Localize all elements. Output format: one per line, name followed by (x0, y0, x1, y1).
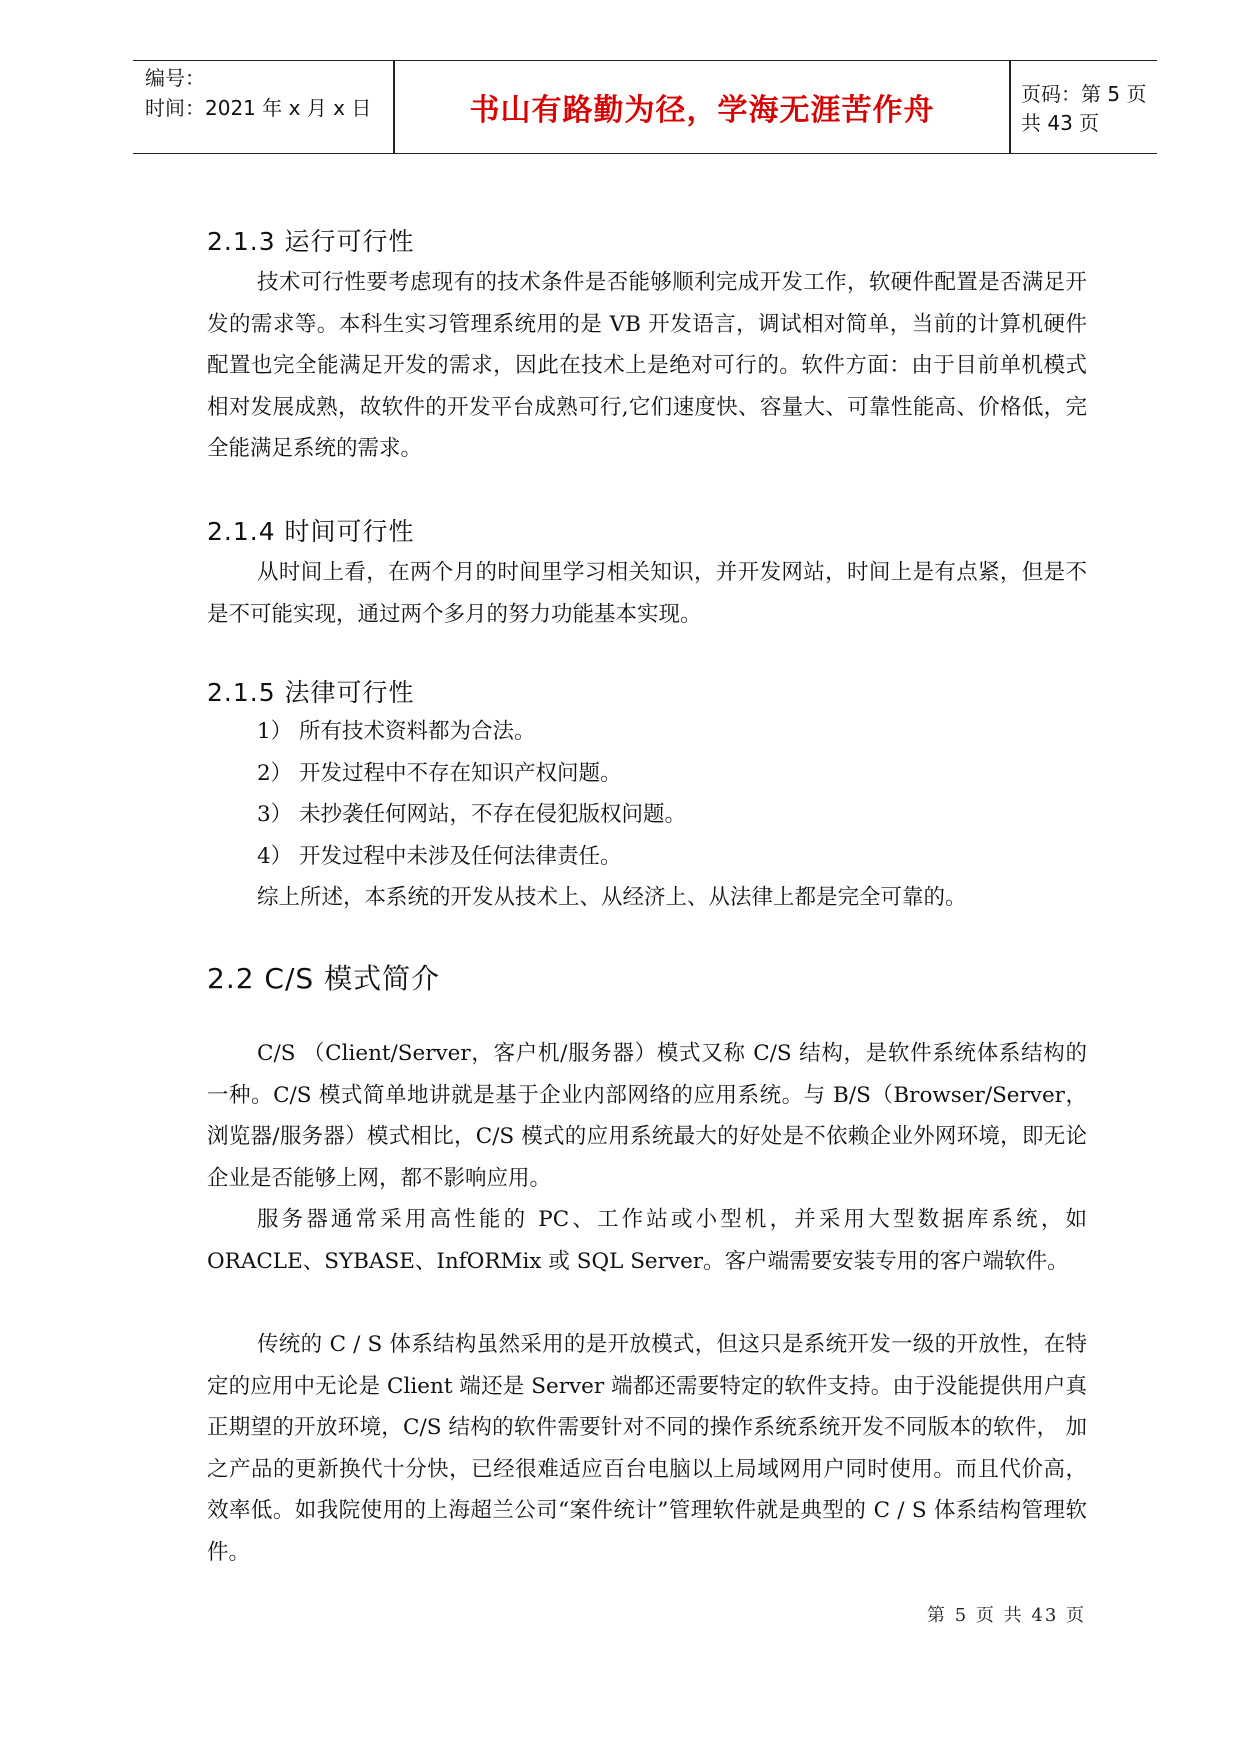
section-summary: 综上所述，本系统的开发从技术上、从经济上、从法律上都是完全可靠的。 (257, 885, 967, 910)
list-item-number: 4） (257, 843, 293, 869)
section-title-2-2: 2.2 C/S 模式简介 (207, 962, 441, 995)
page-footer: 第 5 页 共 43 页 (927, 1605, 1086, 1626)
list-item-text: 所有技术资料都为合法。 (299, 719, 536, 744)
list-item (257, 711, 1087, 753)
header-divider (1009, 61, 1011, 153)
document-header (133, 60, 1157, 154)
header-page-label: 页码：第 5 页 共 43 页 (1021, 82, 1147, 135)
header-time-label: 时间：2021 年 x 月 x 日 (145, 96, 372, 120)
list-item-number: 2） (257, 760, 293, 786)
legal-list (257, 711, 1087, 877)
section-title-2-1-3: 2.1.3 运行可行性 (207, 227, 415, 256)
section-title-2-1-4: 2.1.4 时间可行性 (207, 517, 415, 546)
list-item (257, 794, 1087, 836)
section-paragraph: C/S （Client/Server，客户机/服务器）模式又称 C/S 结构，是软件系统体系结构的一种。C/S 模式简单地讲就是基于企业内部网络的应用系统。与 B/S（Browser/Server，浏览器/服务器）模式相比，C/S 模式的应用系统最大的好处是不依赖企业外网环境，即无论企业是否能够上网，都不影响应用。 (207, 1041, 1087, 1191)
list-item-text: 开发过程中不存在知识产权问题。 (299, 760, 622, 786)
list-item-text: 开发过程中未涉及任何法律责任。 (299, 843, 622, 869)
header-motto: 书山有路勤为径，学海无涯苦作舟 (469, 93, 935, 128)
list-item (257, 753, 1087, 795)
list-item-text: 未抄袭任何网站，不存在侵犯版权问题。 (299, 802, 687, 827)
section-paragraph: 技术可行性要考虑现有的技术条件是否能够顺利完成开发工作，软硬件配置是否满足开发的需求等。本科生实习管理系统用的是 VB 开发语言，调试相对简单，当前的计算机硬件配置也完全能满足开发的需求，因此在技术上是绝对可行的。软件方面：由于目前单机模式相对发展成熟，故软件的开发平台成熟可行,它们速度快、容量大、可靠性能高、价格低，完全能满足系统的需求。 (207, 270, 1087, 461)
list-item-number: 3） (257, 802, 293, 827)
header-meta (145, 63, 393, 123)
list-item (257, 836, 1087, 878)
section-paragraph: 从时间上看，在两个月的时间里学习相关知识，并开发网站，时间上是有点紧，但是不是不可能实现，通过两个多月的努力功能基本实现。 (207, 560, 1087, 627)
header-number-label: 编号： (145, 66, 205, 90)
section-title-2-1-5: 2.1.5 法律可行性 (207, 678, 415, 707)
list-item-number: 1） (257, 719, 293, 744)
section-paragraph: 服务器通常采用高性能的 PC、工作站或小型机，并采用大型数据库系统，如 ORACLE、SYBASE、InfORMix 或 SQL Server。客户端需要安装专用的客户端软件。 (207, 1207, 1087, 1274)
section-paragraph: 传统的 C / S 体系结构虽然采用的是开放模式，但这只是系统开发一级的开放性，在特定的应用中无论是 Client 端还是 Server 端都还需要特定的软件支持。由于没能提供用户真正期望的开放环境，C/S 结构的软件需要针对不同的操作系统系统开发不同版本的软件， 加之产品的更新换代十分快，已经很难适应百台电脑以上局域网用户同时使用。而且代价高， 效率低。如我院使用的上海超兰公司“案件统计”管理软件就是典型的 C / S 体系结构管理软件。 (207, 1332, 1087, 1565)
